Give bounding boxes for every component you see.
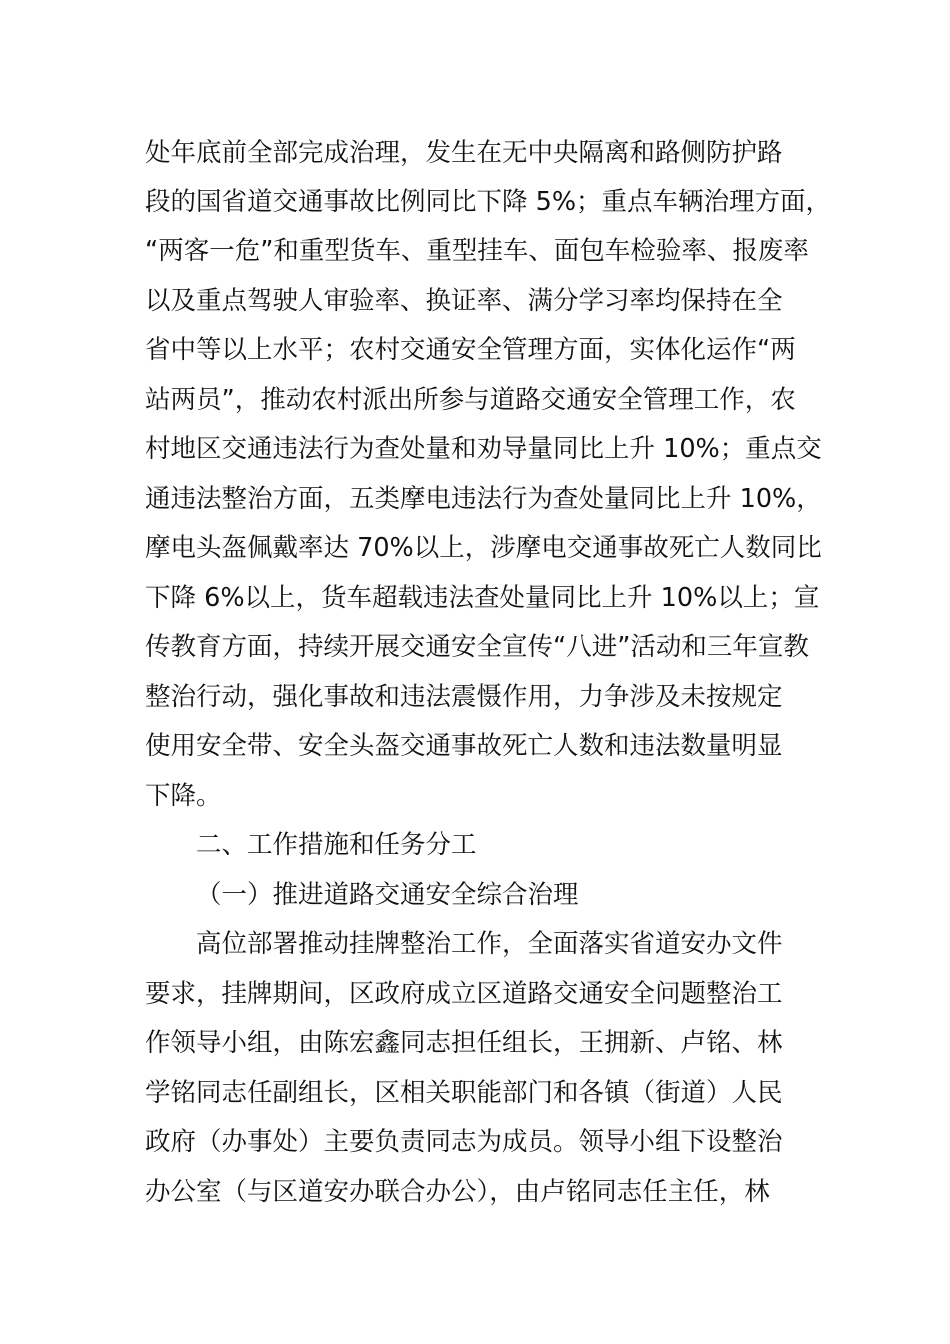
body-text-line: 整治行动，强化事故和违法震慑作用，力争涉及未按规定: [145, 682, 783, 712]
body-text-line: 要求，挂牌期间，区政府成立区道路交通安全问题整治工: [145, 979, 783, 1009]
body-text-line: 作领导小组，由陈宏鑫同志担任组长，王拥新、卢铭、林: [145, 1028, 783, 1058]
subsection-heading: （一）推进道路交通安全综合治理: [196, 880, 579, 910]
body-text-line: 使用安全带、安全头盔交通事故死亡人数和违法数量明显: [145, 731, 783, 761]
body-text-line: 摩电头盔佩戴率达 70%以上，涉摩电交通事故死亡人数同比: [145, 533, 822, 563]
body-text-line: 处年底前全部完成治理，发生在无中央隔离和路侧防护路: [145, 138, 783, 168]
body-text-line: 传教育方面，持续开展交通安全宣传“八进”活动和三年宣教: [145, 632, 809, 662]
body-text-line: 段的国省道交通事故比例同比下降 5%；重点车辆治理方面，: [145, 187, 832, 217]
body-text-line: 下降 6%以上，货车超载违法查处量同比上升 10%以上；宣: [145, 583, 820, 613]
body-text-line: 高位部署推动挂牌整治工作，全面落实省道安办文件: [196, 929, 783, 959]
body-text-line: 通违法整治方面，五类摩电违法行为查处量同比上升 10%，: [145, 484, 822, 514]
body-text-line: 政府（办事处）主要负责同志为成员。领导小组下设整治: [145, 1127, 783, 1157]
body-text-line: 省中等以上水平；农村交通安全管理方面，实体化运作“两: [145, 335, 796, 365]
body-text-line: “两客一危”和重型货车、重型挂车、面包车检验率、报废率: [145, 236, 809, 266]
body-text-line: 下降。: [145, 781, 222, 811]
body-text-line: 办公室（与区道安办联合办公），由卢铭同志任主任，林: [145, 1177, 770, 1207]
body-text-line: 村地区交通违法行为查处量和劝导量同比上升 10%；重点交: [145, 434, 822, 464]
body-text-line: 以及重点驾驶人审验率、换证率、满分学习率均保持在全: [145, 286, 783, 316]
body-text-line: 学铭同志任副组长，区相关职能部门和各镇（街道）人民: [145, 1078, 783, 1108]
body-text-line: 站两员”，推动农村派出所参与道路交通安全管理工作，农: [145, 385, 796, 415]
section-heading: 二、工作措施和任务分工: [196, 830, 477, 860]
